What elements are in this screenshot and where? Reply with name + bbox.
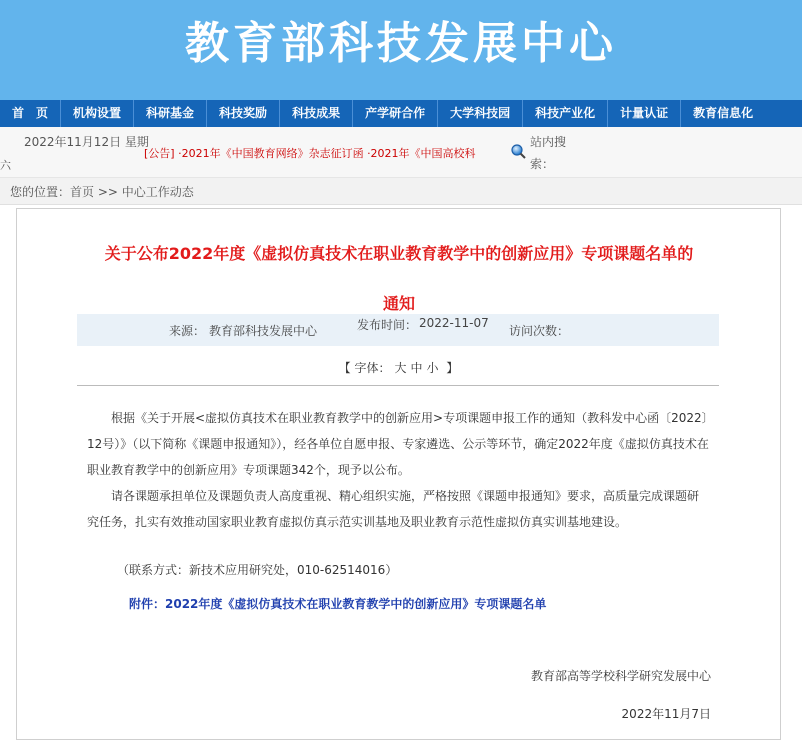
article-panel [16, 208, 781, 740]
article-body [87, 405, 709, 535]
font-large-button[interactable]: 大 [394, 361, 407, 375]
nav-item-achievements[interactable]: 科技成果 [280, 100, 353, 127]
article-title: 关于公布2022年度《虚拟仿真技术在职业教育教学中的创新应用》专项课题名单的通知 [104, 244, 694, 313]
contact-info: （联系方式：新技术应用研究处，010-62514016） [117, 563, 398, 577]
font-size-bar [17, 359, 780, 376]
announcement-ticker[interactable]: [公告] ·2021年《中国教育网络》杂志征订函 ·2021年《中国高校科 [144, 147, 476, 160]
site-title: 教育部科技发展中心 [185, 18, 617, 69]
nav-item-home[interactable]: 首 页 [0, 100, 61, 127]
source-label: 来源： [169, 324, 206, 338]
font-bar-prefix: 【 字体： [338, 361, 391, 375]
paragraph: 根据《关于开展<虚拟仿真技术在职业教育教学中的创新应用>专项课题申报工作的通知（教科发中心函〔2022〕12号）》（以下简称《课题申报通知》），经各单位自愿申报、专家遴选、公示等环节，确定2022年度《虚拟仿真技术在职业教育教学中的创新应用》专项课题342个，现予以公布。 [87, 411, 709, 477]
paragraph: 请各课题承担单位及课题负责人高度重视、精心组织实施，严格按照《课题申报通知》要求，高质量完成课题研究任务，扎实有效推动国家职业教育虚拟仿真示范实训基地及职业教育示范性虚拟仿真实训基地建设。 [87, 489, 700, 529]
visits-label: 访问次数： [509, 324, 570, 338]
font-small-button[interactable]: 小 [426, 361, 439, 375]
nav-item-metrology[interactable]: 计量认证 [608, 100, 681, 127]
search-icon[interactable] [510, 143, 526, 159]
nav-item-science-park[interactable]: 大学科技园 [438, 100, 523, 127]
font-medium-button[interactable]: 中 [410, 361, 423, 375]
nav-item-organization[interactable]: 机构设置 [61, 100, 134, 127]
signature-date: 2022年11月7日 [621, 707, 711, 721]
breadcrumb: 您的位置：首页 >> 中心工作动态 [10, 185, 194, 199]
site-search-label: 站内搜索： [530, 135, 567, 171]
nav-item-research-fund[interactable]: 科研基金 [134, 100, 207, 127]
source-value: 教育部科技发展中心 [209, 324, 318, 338]
publish-value: 2022-11-07 [419, 316, 489, 330]
signature: 教育部高等学校科学研究发展中心 [530, 669, 711, 683]
nav-item-awards[interactable]: 科技奖励 [207, 100, 280, 127]
site-banner [0, 0, 802, 100]
font-bar-suffix: 】 [442, 361, 459, 375]
breadcrumb-bar [0, 177, 802, 205]
current-date: 2022年11月12日 星期 [24, 135, 149, 149]
nav-item-cooperation[interactable]: 产学研合作 [353, 100, 438, 127]
main-nav [0, 100, 802, 127]
article-meta [77, 314, 719, 346]
nav-item-informatization[interactable]: 教育信息化 [693, 106, 754, 120]
info-bar [0, 127, 802, 177]
nav-item-industrialization[interactable]: 科技产业化 [523, 100, 608, 127]
attachment-link[interactable]: 附件：2022年度《虚拟仿真技术在职业教育教学中的创新应用》专项课题名单 [129, 597, 547, 611]
publish-label: 发布时间： [357, 318, 418, 332]
weekday: 六 [0, 159, 11, 172]
divider [77, 385, 719, 386]
